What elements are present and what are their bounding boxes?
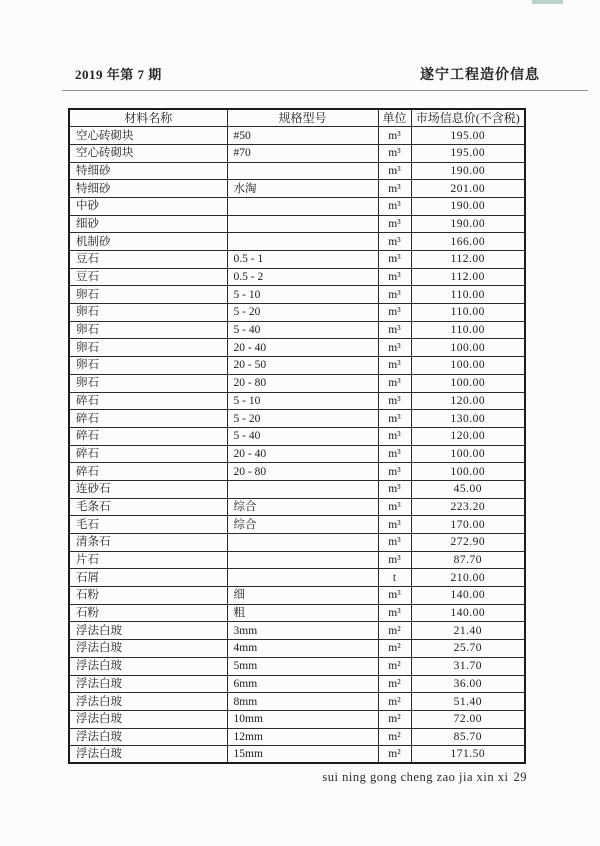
unit-cell: m³ [378, 445, 411, 463]
unit-cell: m³ [378, 251, 411, 269]
table-row [69, 357, 525, 375]
table-row [69, 180, 525, 198]
unit-cell: m³ [378, 286, 411, 304]
spec-cell: 5 - 20 [227, 304, 378, 322]
footer-pinyin: sui ning gong cheng zao jia xin xi [322, 770, 509, 784]
material-name-cell: 片石 [69, 551, 227, 569]
spec-cell: 5 - 10 [227, 392, 378, 410]
unit-cell: m³ [378, 498, 411, 516]
spec-cell [227, 534, 378, 552]
unit-cell: m³ [378, 339, 411, 357]
material-name-cell: 浮法白玻 [69, 710, 227, 728]
spec-cell: 20 - 40 [227, 339, 378, 357]
material-name-cell: 卵石 [69, 374, 227, 392]
table-row [69, 427, 525, 445]
price-cell: 190.00 [411, 162, 525, 180]
spec-cell: 20 - 80 [227, 374, 378, 392]
scan-corner-mark [532, 0, 563, 4]
page-header [75, 64, 540, 84]
material-name-cell: 浮法白玻 [69, 622, 227, 640]
table-row [69, 286, 525, 304]
unit-cell: m³ [378, 392, 411, 410]
price-cell: 201.00 [411, 180, 525, 198]
material-name-cell: 浮法白玻 [69, 728, 227, 746]
issue-label: 2019 年第 7 期 [75, 67, 162, 82]
unit-cell: m³ [378, 233, 411, 251]
material-name-cell: 连砂石 [69, 480, 227, 498]
unit-cell: m³ [378, 534, 411, 552]
col-header-spec-model: 规格型号 [227, 109, 378, 127]
table-row [69, 516, 525, 534]
col-header-market-price: 市场信息价(不含税) [411, 109, 525, 127]
price-cell: 223.20 [411, 498, 525, 516]
unit-cell: m² [378, 693, 411, 711]
material-name-cell: 清条石 [69, 534, 227, 552]
price-cell: 100.00 [411, 374, 525, 392]
material-name-cell: 碎石 [69, 463, 227, 481]
table-row [69, 587, 525, 605]
table-row [69, 162, 525, 180]
material-name-cell: 细砂 [69, 215, 227, 233]
unit-cell: m³ [378, 480, 411, 498]
price-cell: 120.00 [411, 392, 525, 410]
material-name-cell: 特细砂 [69, 162, 227, 180]
price-cell: 31.70 [411, 657, 525, 675]
unit-cell: m³ [378, 215, 411, 233]
table-row [69, 410, 525, 428]
price-cell: 112.00 [411, 268, 525, 286]
table-row [69, 569, 525, 587]
unit-cell: m³ [378, 516, 411, 534]
unit-cell: m³ [378, 144, 411, 162]
spec-cell: 综合 [227, 498, 378, 516]
price-cell: 190.00 [411, 215, 525, 233]
unit-cell: t [378, 569, 411, 587]
material-name-cell: 豆石 [69, 251, 227, 269]
spec-cell: 综合 [227, 516, 378, 534]
material-name-cell: 中砂 [69, 197, 227, 215]
spec-cell: 12mm [227, 728, 378, 746]
table-row [69, 215, 525, 233]
unit-cell: m² [378, 640, 411, 658]
price-cell: 110.00 [411, 321, 525, 339]
material-name-cell: 毛条石 [69, 498, 227, 516]
spec-cell: 5 - 40 [227, 427, 378, 445]
unit-cell: m³ [378, 410, 411, 428]
price-cell: 36.00 [411, 675, 525, 693]
price-cell: 100.00 [411, 463, 525, 481]
unit-cell: m³ [378, 127, 411, 145]
price-cell: 112.00 [411, 251, 525, 269]
price-cell: 195.00 [411, 127, 525, 145]
price-cell: 51.40 [411, 693, 525, 711]
material-name-cell: 卵石 [69, 339, 227, 357]
spec-cell: 10mm [227, 710, 378, 728]
price-cell: 110.00 [411, 286, 525, 304]
material-name-cell: 卵石 [69, 286, 227, 304]
price-cell: 21.40 [411, 622, 525, 640]
unit-cell: m³ [378, 551, 411, 569]
unit-cell: m³ [378, 180, 411, 198]
spec-cell: 8mm [227, 693, 378, 711]
table-row [69, 197, 525, 215]
spec-cell [227, 480, 378, 498]
spec-cell [227, 233, 378, 251]
unit-cell: m² [378, 746, 411, 764]
spec-cell: 细 [227, 587, 378, 605]
material-price-table [68, 108, 526, 764]
unit-cell: m³ [378, 268, 411, 286]
spec-cell: 粗 [227, 604, 378, 622]
table-row [69, 710, 525, 728]
unit-cell: m² [378, 675, 411, 693]
material-name-cell: 毛石 [69, 516, 227, 534]
material-name-cell: 浮法白玻 [69, 657, 227, 675]
unit-cell: m² [378, 622, 411, 640]
material-name-cell: 卵石 [69, 304, 227, 322]
unit-cell: m² [378, 710, 411, 728]
unit-cell: m² [378, 657, 411, 675]
price-cell: 72.00 [411, 710, 525, 728]
price-cell: 120.00 [411, 427, 525, 445]
table-row [69, 463, 525, 481]
table-row [69, 746, 525, 764]
material-name-cell: 卵石 [69, 357, 227, 375]
table-row [69, 728, 525, 746]
table-row [69, 693, 525, 711]
spec-cell: 5 - 10 [227, 286, 378, 304]
spec-cell: 20 - 40 [227, 445, 378, 463]
table-row [69, 498, 525, 516]
price-cell: 272.90 [411, 534, 525, 552]
page-number: 29 [513, 770, 527, 784]
table-row [69, 675, 525, 693]
spec-cell: #70 [227, 144, 378, 162]
unit-cell: m³ [378, 304, 411, 322]
price-cell: 130.00 [411, 410, 525, 428]
table-row [69, 480, 525, 498]
unit-cell: m³ [378, 197, 411, 215]
table-row [69, 321, 525, 339]
price-cell: 25.70 [411, 640, 525, 658]
spec-cell: 20 - 80 [227, 463, 378, 481]
table-row [69, 392, 525, 410]
spec-cell [227, 197, 378, 215]
table-row [69, 233, 525, 251]
unit-cell: m³ [378, 604, 411, 622]
price-cell: 100.00 [411, 339, 525, 357]
table-row [69, 127, 525, 145]
price-cell: 100.00 [411, 445, 525, 463]
spec-cell: 5 - 40 [227, 321, 378, 339]
price-cell: 171.50 [411, 746, 525, 764]
price-cell: 140.00 [411, 604, 525, 622]
material-name-cell: 石屑 [69, 569, 227, 587]
spec-cell: 5mm [227, 657, 378, 675]
price-cell: 87.70 [411, 551, 525, 569]
price-cell: 100.00 [411, 357, 525, 375]
material-name-cell: 空心砖砌块 [69, 144, 227, 162]
table-row [69, 374, 525, 392]
material-name-cell: 卵石 [69, 321, 227, 339]
col-header-material-name: 材料名称 [69, 109, 227, 127]
price-cell: 85.70 [411, 728, 525, 746]
col-header-unit: 单位 [378, 109, 411, 127]
spec-cell: 0.5 - 1 [227, 251, 378, 269]
material-name-cell: 石粉 [69, 587, 227, 605]
price-cell: 170.00 [411, 516, 525, 534]
spec-cell: 0.5 - 2 [227, 268, 378, 286]
spec-cell: 水淘 [227, 180, 378, 198]
publication-title: 遂宁工程造价信息 [420, 68, 540, 83]
material-name-cell: 豆石 [69, 268, 227, 286]
table-row [69, 622, 525, 640]
material-name-cell: 石粉 [69, 604, 227, 622]
material-name-cell: 碎石 [69, 427, 227, 445]
spec-cell: 20 - 50 [227, 357, 378, 375]
spec-cell: #50 [227, 127, 378, 145]
table-row [69, 640, 525, 658]
unit-cell: m³ [378, 427, 411, 445]
table-row [69, 339, 525, 357]
table-row [69, 251, 525, 269]
page-footer [0, 770, 527, 785]
material-name-cell: 碎石 [69, 392, 227, 410]
table-row [69, 604, 525, 622]
unit-cell: m³ [378, 587, 411, 605]
spec-cell: 5 - 20 [227, 410, 378, 428]
price-cell: 190.00 [411, 197, 525, 215]
unit-cell: m³ [378, 162, 411, 180]
spec-cell [227, 215, 378, 233]
table-header-row [69, 109, 525, 127]
unit-cell: m³ [378, 374, 411, 392]
spec-cell: 15mm [227, 746, 378, 764]
price-cell: 210.00 [411, 569, 525, 587]
material-name-cell: 碎石 [69, 410, 227, 428]
price-table-body [69, 127, 525, 764]
spec-cell [227, 162, 378, 180]
price-cell: 45.00 [411, 480, 525, 498]
material-name-cell: 浮法白玻 [69, 746, 227, 764]
material-name-cell: 浮法白玻 [69, 675, 227, 693]
price-cell: 110.00 [411, 304, 525, 322]
spec-cell [227, 569, 378, 587]
table-row [69, 144, 525, 162]
material-name-cell: 机制砂 [69, 233, 227, 251]
unit-cell: m³ [378, 321, 411, 339]
material-name-cell: 碎石 [69, 445, 227, 463]
unit-cell: m³ [378, 463, 411, 481]
table-row [69, 268, 525, 286]
material-name-cell: 特细砂 [69, 180, 227, 198]
price-cell: 166.00 [411, 233, 525, 251]
spec-cell: 6mm [227, 675, 378, 693]
unit-cell: m² [378, 728, 411, 746]
material-name-cell: 浮法白玻 [69, 693, 227, 711]
spec-cell [227, 551, 378, 569]
table-row [69, 657, 525, 675]
table-row [69, 534, 525, 552]
material-name-cell: 浮法白玻 [69, 640, 227, 658]
spec-cell: 3mm [227, 622, 378, 640]
price-table-wrap [68, 108, 524, 764]
price-cell: 140.00 [411, 587, 525, 605]
table-row [69, 304, 525, 322]
material-name-cell: 空心砖砌块 [69, 127, 227, 145]
table-row [69, 445, 525, 463]
table-row [69, 551, 525, 569]
header-rule [62, 90, 588, 91]
spec-cell: 4mm [227, 640, 378, 658]
unit-cell: m³ [378, 357, 411, 375]
price-cell: 195.00 [411, 144, 525, 162]
